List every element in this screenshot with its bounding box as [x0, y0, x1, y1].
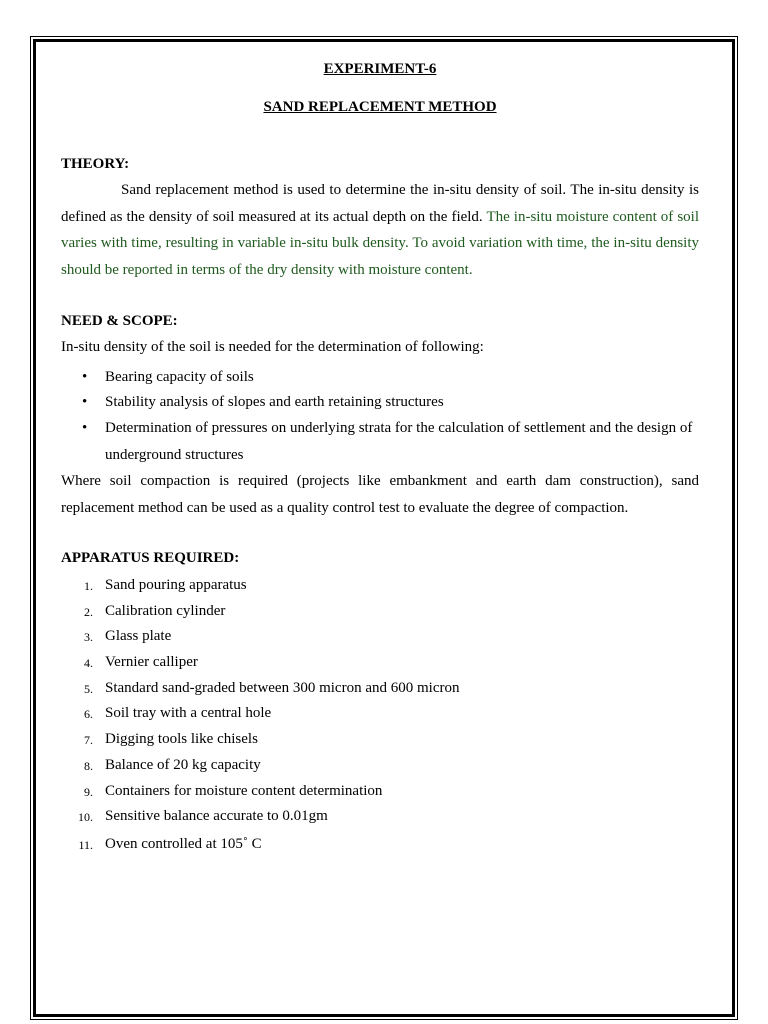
list-item: 2. Calibration cylinder: [84, 602, 226, 619]
apparatus-heading: APPARATUS REQUIRED:: [61, 550, 240, 566]
theory-text-highlight: The in-situ moisture content of soil varies with time, resulting in variable in-situ bulk density. To avoid variation with time, the in-situ density should be reported in terms of the dry density with moisture content.: [61, 208, 699, 279]
theory-paragraph: [61, 177, 699, 284]
list-item: 10. Sensitive balance accurate to 0.01gm: [78, 808, 328, 825]
list-item: • Determination of pressures on underlying strata for the calculation of settlement and the design of underground structures: [61, 415, 699, 468]
list-item: 7. Digging tools like chisels: [84, 731, 258, 748]
list-item: 8. Balance of 20 kg capacity: [84, 756, 261, 773]
list-item: 4. Vernier calliper: [84, 654, 198, 671]
apparatus-list: [61, 577, 699, 862]
need-scope-intro: In-situ density of the soil is needed for the determination of following:: [61, 339, 484, 355]
list-item: • Bearing capacity of soils: [82, 369, 254, 385]
bullet-icon: •: [82, 369, 88, 385]
method-title: SAND REPLACEMENT METHOD: [263, 99, 497, 115]
bullet-icon: •: [82, 394, 88, 410]
list-item: 9. Containers for moisture content determination: [84, 782, 383, 799]
need-scope-closing: Where soil compaction is required (projects like embankment and earth dam construction), sand replacement method can be used as a quality control test to evaluate the degree of compaction.: [61, 473, 699, 516]
experiment-title: EXPERIMENT-6: [323, 61, 437, 77]
list-item: 11. Oven controlled at 105˚ C: [78, 835, 262, 852]
need-scope-list: [61, 369, 699, 468]
theory-text-plain: Sand replacement method is used to determine the in-situ density of soil. The in-situ density is defined as the density of soil measured at its actual depth on the field.: [61, 182, 699, 225]
list-item: • Stability analysis of slopes and earth retaining structures: [82, 394, 444, 410]
need-scope-heading: NEED & SCOPE:: [61, 313, 178, 329]
theory-heading: THEORY:: [61, 156, 130, 172]
list-item: 5. Standard sand-graded between 300 micron and 600 micron: [84, 679, 460, 696]
list-item: 6. Soil tray with a central hole: [84, 705, 272, 722]
bullet-icon: •: [82, 420, 88, 436]
list-item: 1. Sand pouring apparatus: [84, 577, 247, 593]
list-item: 3. Glass plate: [84, 628, 172, 645]
